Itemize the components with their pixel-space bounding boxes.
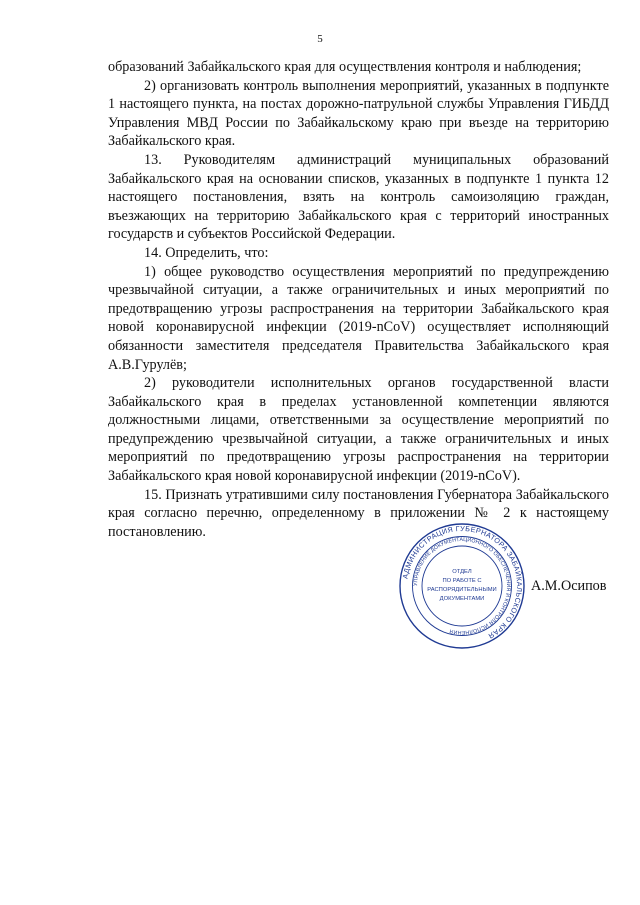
stamp-center-line: РАСПОРЯДИТЕЛЬНЫМИ [427,587,497,593]
stamp-outer-text: АДМИНИСТРАЦИЯ ГУБЕРНАТОРА ЗАБАЙКАЛЬСКОГО КРАЯ [400,523,525,641]
signatory-name: А.М.Осипов [531,578,607,594]
paragraph-continuation: образований Забайкальского края для осуществления контроля и наблюдения; [108,59,582,75]
official-stamp [398,522,526,650]
stamp-center-line: ДОКУМЕНТАМИ [439,596,485,602]
page-number: 5 [317,33,323,45]
paragraph-13: 13. Руководителям администраций муниципальных образований Забайкальского края на основании списков, указанных в подпункте 1 пункта 12 настоящего постановления, взять на контроль самоизоляцию граждан, въезжающих на территорию Забайкальского края с территорий иностранных государств и субъектов Российской Федерации. [108,151,609,243]
paragraph-12-2: 2) организовать контроль выполнения мероприятий, указанных в подпункте 1 настоящего пункта, на постах дорожно-патрульной службы Управления ГИБДД Управления МВД России по Забайкальскому краю при въезде на территорию Забайкальского края. [108,77,609,150]
paragraph-14: 14. Определить, что: [144,244,269,261]
stamp-center-line: ОТДЕЛ [452,569,472,575]
paragraph-14-1: 1) общее руководство осуществления мероприятий по предупреждению чрезвычайной ситуации, а также ограничительных и иных мероприятий по предотвращению угрозы распространения на территории Забайкальского края новой коронавирусной инфекции (2019-nCoV) осуществляет исполняющий обязанности заместителя председателя Правительства Забайкальского края А.В.Гурулёв; [108,263,609,373]
paragraph-14-2: 2) руководители исполнительных органов государственной власти Забайкальского края в пределах установленной компетенции являются должностными лицами, ответственными за осуществление мероприятий по предупреждению чрезвычайной ситуации, а также ограничительных и иных мероприятий по предотвращению угрозы распространения на территории Забайкальского края новой коронавирусной инфекции (2019-nCoV). [108,375,609,485]
paragraph-15: 15. Признать утратившими силу постановления Губернатора Забайкальского края согласно перечню, определенному в приложении № 2 к настоящему постановлению. [108,486,609,540]
document-body [108,58,609,541]
svg-text:УПРАВЛЕНИЕ ДОКУМЕНТАЦИОННОГО О [413,537,511,635]
stamp-inner-text: УПРАВЛЕНИЕ ДОКУМЕНТАЦИОННОГО ОБЕСПЕЧЕНИЯ И КОНТРОЛЯ ИСПОЛНЕНИЯ [412,536,512,636]
stamp-center-line: ПО РАБОТЕ С [442,578,482,584]
